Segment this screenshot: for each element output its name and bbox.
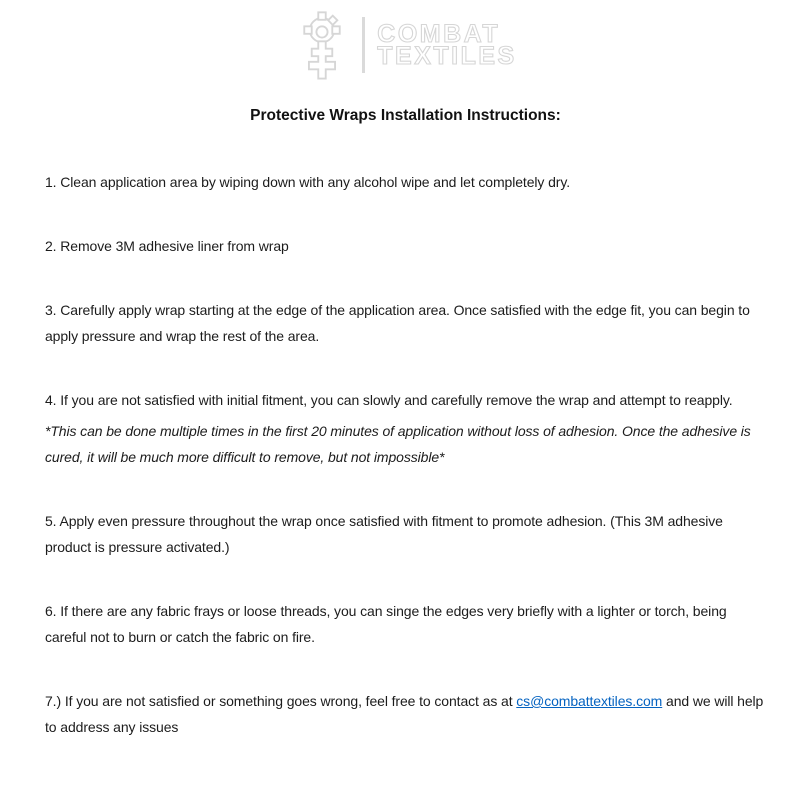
brand-name-line1: COMBAT — [377, 20, 501, 48]
instruction-step-7 — [45, 688, 767, 740]
logo-divider — [362, 17, 365, 73]
sewing-machine-emblem-icon — [294, 9, 350, 81]
brand-logo — [0, 0, 811, 81]
instruction-step-1: 1. Clean application area by wiping down with any alcohol wipe and let completely dry. — [45, 174, 571, 190]
instruction-step-3: 3. Carefully apply wrap starting at the edge of the application area. Once satisfied with the edge fit, you can begin to apply pressure and wrap the rest of the area. — [45, 302, 750, 344]
instruction-step-5: 5. Apply even pressure throughout the wrap once satisfied with fitment to promote adhesion. (This 3M adhesive product is pressure activated.) — [45, 513, 723, 555]
instruction-step-6: 6. If there are any fabric frays or loose threads, you can singe the edges very briefly with a lighter or torch, being careful not to burn or catch the fabric on fire. — [45, 603, 727, 645]
instruction-step-2: 2. Remove 3M adhesive liner from wrap — [45, 238, 289, 254]
instruction-step-4: 4. If you are not satisfied with initial fitment, you can slowly and carefully remove the wrap and attempt to reapply. — [45, 392, 733, 408]
brand-name — [377, 20, 517, 70]
contact-text-before: 7.) If you are not satisfied or something goes wrong, feel free to contact as at — [45, 693, 517, 709]
brand-name-line2: TEXTILES — [377, 42, 517, 70]
page-title: Protective Wraps Installation Instructions: — [250, 107, 561, 124]
instructions-body — [45, 169, 767, 740]
contact-email-link[interactable]: cs@combattextiles.com — [516, 693, 663, 709]
contact-text-after: and we will help to address any issues — [45, 693, 764, 735]
adhesion-note: *This can be done multiple times in the first 20 minutes of application without loss of adhesion. Once the adhesive is cured, it will be much more difficult to remove, but not impossible* — [45, 423, 751, 465]
